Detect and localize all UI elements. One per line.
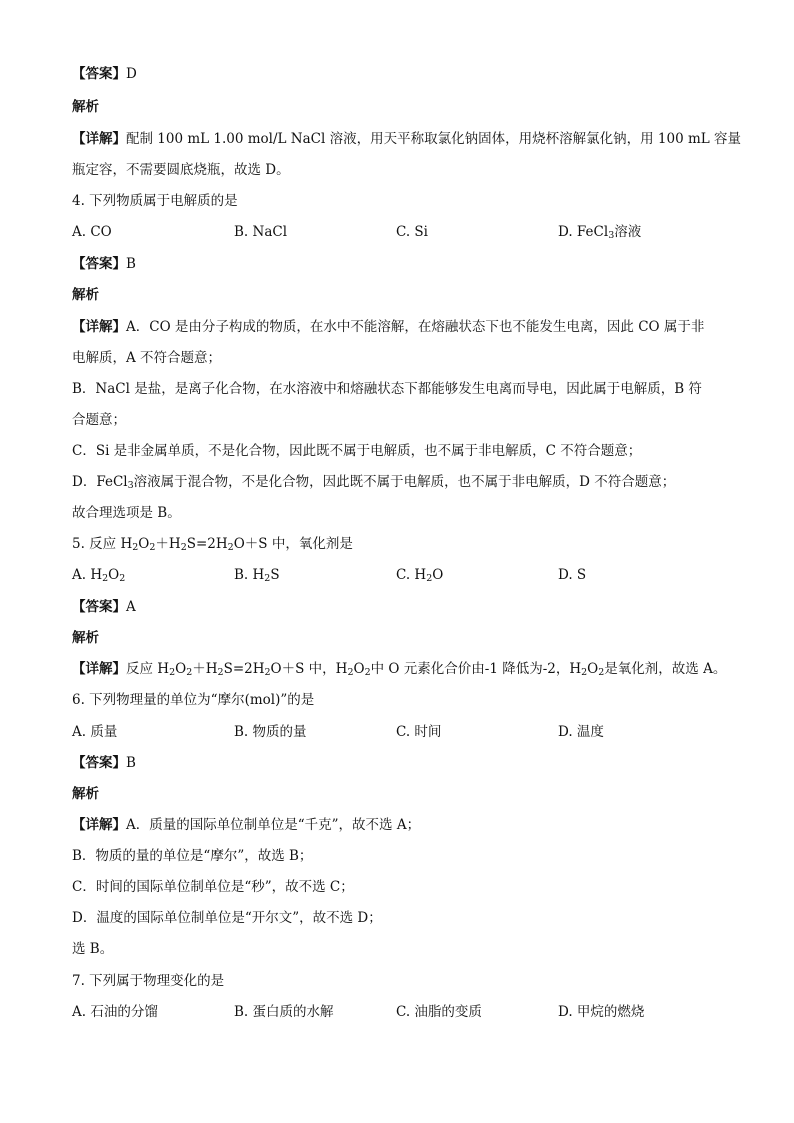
q4-stem: 4. 下列物质属于电解质的是 <box>72 193 238 209</box>
q6-option-d: D. 温度 <box>558 724 604 740</box>
q6-detail-line-3: C．时间的国际单位制单位是“秒”，故不选 C； <box>72 879 354 895</box>
q5-analysis-heading: 解析 <box>72 630 99 646</box>
q6-option-b: B. 物质的量 <box>234 724 307 740</box>
q6-option-c: C. 时间 <box>396 724 442 740</box>
q4-detail-line-1: 【详解】A．CO 是由分子构成的物质，在水中不能溶解，在熔融状态下也不能发生电离，因此 CO 属于非 <box>72 319 705 335</box>
detail-tag: 【详解】 <box>72 817 126 833</box>
q3-answer-line <box>72 64 137 84</box>
q4-option-b: B. NaCl <box>234 224 288 240</box>
answer-value: D <box>126 66 137 82</box>
q6-analysis-heading: 解析 <box>72 786 99 802</box>
q7-option-a: A. 石油的分馏 <box>72 1004 158 1020</box>
detail-tag: 【详解】 <box>72 131 126 147</box>
q7-option-d: D. 甲烷的燃烧 <box>558 1004 645 1020</box>
q4-analysis-heading: 解析 <box>72 287 99 303</box>
answer-tag: 【答案】 <box>72 599 126 615</box>
q4-detail-line-2: 电解质，A 不符合题意； <box>72 350 222 366</box>
answer-tag: 【答案】 <box>72 256 126 272</box>
q5-option-a: A. $H_2O_2$ <box>72 567 126 584</box>
answer-value: B <box>126 755 136 771</box>
q5-option-d: D. S <box>558 567 587 583</box>
q4-detail-line-3: B．NaCl 是盐，是离子化合物，在水溶液中和熔融状态下都能够发生电离而导电，因此属于电解质，B 符 <box>72 381 702 397</box>
q4-detail-line-7: 故合理选项是 B。 <box>72 505 181 521</box>
q6-stem: 6. 下列物理量的单位为“摩尔(mol)”的是 <box>72 692 315 708</box>
q4-answer-line <box>72 254 136 274</box>
q6-detail-line-2: B．物质的量的单位是“摩尔”，故选 B； <box>72 848 313 864</box>
q4-option-a: A. CO <box>72 224 112 240</box>
answer-tag: 【答案】 <box>72 66 126 82</box>
q6-detail-line-5: 选 B。 <box>72 941 114 957</box>
q3-detail-line-1: 【详解】配制 100 mL 1.00 mol/L NaCl 溶液，用天平称取氯化钠固体，用烧杯溶解氯化钠，用 100 mL 容量 <box>72 131 742 147</box>
q7-option-c: C. 油脂的变质 <box>396 1004 482 1020</box>
q3-analysis-heading: 解析 <box>72 99 99 115</box>
q6-detail-line-1: 【详解】A．质量的国际单位制单位是“千克”，故不选 A； <box>72 817 421 833</box>
q7-stem: 7. 下列属于物理变化的是 <box>72 973 225 989</box>
q3-detail-line-2: 瓶定容，不需要圆底烧瓶，故选 D。 <box>72 162 290 178</box>
q5-detail-line-1: 【详解】反应 $H_2O_2+H_2S=2H_2O+S$ 中，$H_2O_2$中 O 元素化合价由-1 降低为-2，$H_2O_2$是氧化剂，故选 A。 <box>72 661 727 678</box>
q4-option-c: C. Si <box>396 224 428 240</box>
q4-detail-line-5: C．Si 是非金属单质，不是化合物，因此既不属于电解质，也不属于非电解质，C 不符合题意； <box>72 443 642 459</box>
q6-option-a: A. 质量 <box>72 724 118 740</box>
q4-detail-line-4: 合题意； <box>72 412 126 428</box>
answer-value: A <box>126 599 136 615</box>
q6-detail-line-4: D．温度的国际单位制单位是“开尔文”，故不选 D； <box>72 910 382 926</box>
detail-tag: 【详解】 <box>72 319 126 335</box>
q4-option-d: D. FeCl$_3$溶液 <box>558 224 642 241</box>
q7-option-b: B. 蛋白质的水解 <box>234 1004 334 1020</box>
answer-value: B <box>126 256 136 272</box>
q5-option-b: B. $H_2S$ <box>234 567 280 584</box>
q4-detail-line-6: D．FeCl$_3$溶液属于混合物，不是化合物，因此既不属于电解质，也不属于非电解质，D 不符合题意； <box>72 474 676 491</box>
q5-option-c: C. $H_2O$ <box>396 567 444 584</box>
answer-tag: 【答案】 <box>72 755 126 771</box>
q5-stem: 5. 反应 $H_2O_2+H_2S=2H_2O+S$ 中，氧化剂是 <box>72 536 353 553</box>
q6-answer-line <box>72 753 136 773</box>
q5-answer-line <box>72 597 136 617</box>
detail-tag: 【详解】 <box>72 661 126 677</box>
